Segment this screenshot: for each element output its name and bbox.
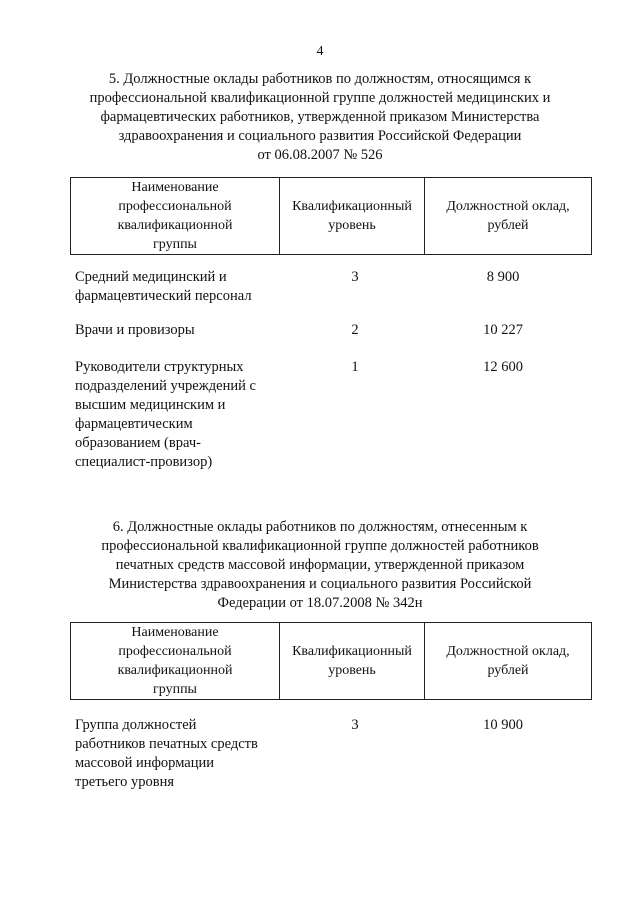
section-5-heading xyxy=(80,70,560,165)
column-header-group-name: Наименование профессиональной квалификационной группы xyxy=(71,623,280,700)
row-group-name: Руководители структурных подразделений учреждений с высшим медицинским и фармацевтическим образованием (врач- специалист-провизор) xyxy=(75,359,256,470)
row-salary: 10 900 xyxy=(483,717,523,733)
row-salary: 12 600 xyxy=(483,359,523,375)
row-group-name: Средний медицинский и фармацевтический персонал xyxy=(75,269,252,304)
row-group-name: Группа должностей работников печатных средств массовой информации третьего уровня xyxy=(75,717,258,790)
row-level: 2 xyxy=(351,322,359,338)
heading-line: 6. Должностные оклады работников по должностям, отнесенным к xyxy=(112,519,528,535)
row-salary: 10 227 xyxy=(483,322,523,338)
section-6-heading xyxy=(80,518,560,613)
column-header-group-name: Наименование профессиональной квалификационной группы xyxy=(71,178,280,255)
heading-line: Федерации от 18.07.2008 № 342н xyxy=(217,595,423,611)
heading-line: профессиональной квалификационной группе должностей медицинских и xyxy=(89,90,551,106)
column-header-level: Квалификационный уровень xyxy=(280,178,425,255)
heading-line: 5. Должностные оклады работников по должностям, относящимся к xyxy=(108,71,532,87)
section-5-table-header xyxy=(70,177,592,255)
page-number: 4 xyxy=(316,44,324,59)
column-header-salary: Должностной оклад, рублей xyxy=(425,178,592,255)
table-header-row xyxy=(71,178,592,255)
row-level: 1 xyxy=(351,359,359,375)
heading-line: печатных средств массовой информации, утвержденной приказом xyxy=(115,557,525,573)
heading-line: здравоохранения и социального развития Российской Федерации xyxy=(118,128,522,144)
row-group-name: Врачи и провизоры xyxy=(75,322,195,338)
column-header-salary: Должностной оклад, рублей xyxy=(425,623,592,700)
section-6-table-header xyxy=(70,622,592,700)
heading-line: Министерства здравоохранения и социального развития Российской xyxy=(108,576,532,592)
column-header-level: Квалификационный уровень xyxy=(280,623,425,700)
row-level: 3 xyxy=(351,717,359,733)
row-salary: 8 900 xyxy=(486,269,520,285)
row-level: 3 xyxy=(351,269,359,285)
heading-line: профессиональной квалификационной группе должностей работников xyxy=(101,538,539,554)
table-header-row xyxy=(71,623,592,700)
heading-line: фармацевтических работников, утвержденной приказом Министерства xyxy=(100,109,540,125)
heading-line: от 06.08.2007 № 526 xyxy=(257,147,383,163)
